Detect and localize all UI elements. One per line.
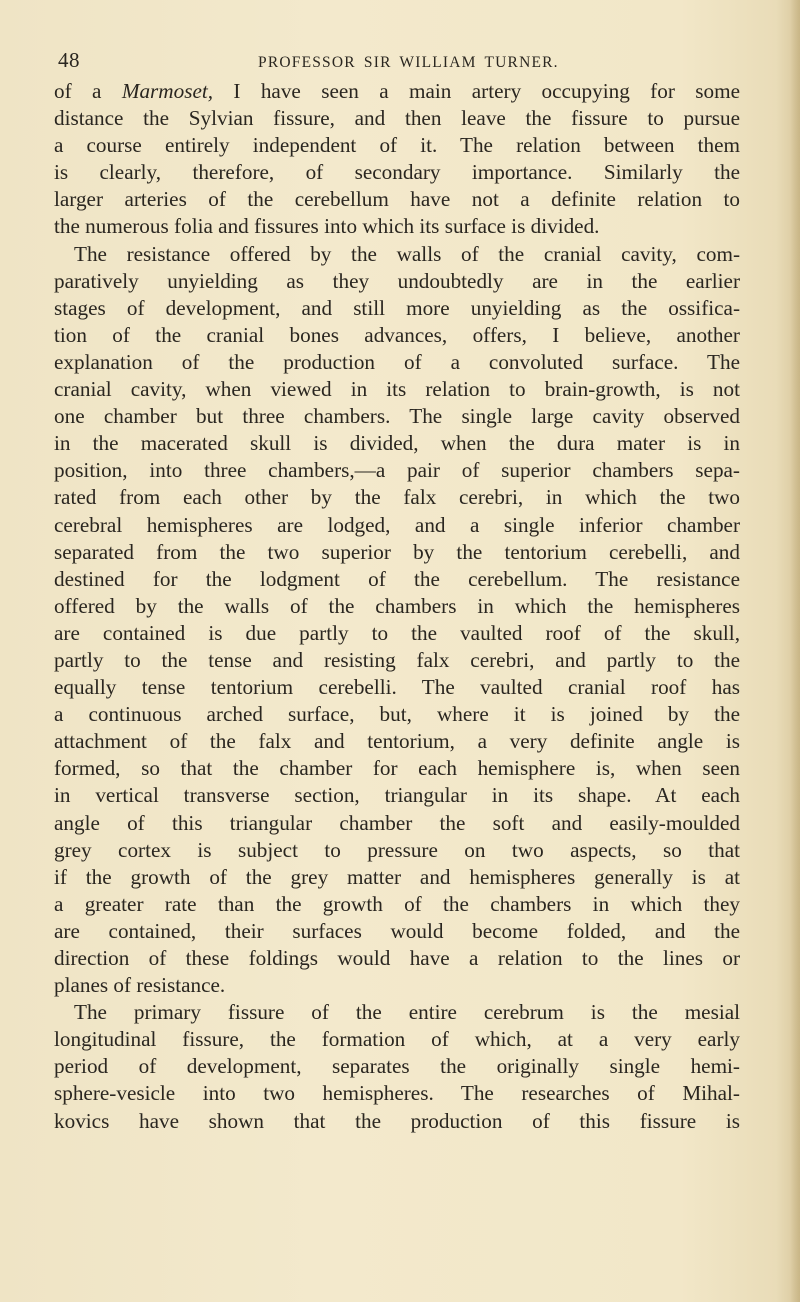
text-line: are contained is due partly to the vaulted roof of the skull, — [54, 620, 740, 645]
text-line: grey cortex is subject to pressure on two aspects, so that — [54, 837, 740, 862]
text-line: kovics have shown that the production of this fissure is — [54, 1108, 740, 1133]
text-line: rated from each other by the falx cerebri, in which the two — [54, 485, 740, 510]
text-line: cranial cavity, when viewed in its relation to brain-growth, is not — [54, 377, 740, 402]
text-line: tion of the cranial bones advances, offers, I believe, another — [54, 322, 740, 347]
text-line: in vertical transverse section, triangular in its shape. At each — [54, 783, 740, 808]
text-line: equally tense tentorium cerebelli. The vaulted cranial roof has — [54, 675, 740, 700]
text-line: offered by the walls of the chambers in which the hemispheres — [54, 593, 740, 618]
text-line: are contained, their surfaces would become folded, and the — [54, 918, 740, 943]
italic-term: Marmoset, — [121, 79, 214, 103]
text-line: sphere-vesicle into two hemispheres. The researches of Mihal- — [54, 1081, 740, 1106]
text-line: larger arteries of the cerebellum have not a definite relation to — [54, 187, 740, 212]
text-line: one chamber but three chambers. The single large cavity observed — [54, 404, 740, 429]
text-line: a continuous arched surface, but, where it is joined by the — [54, 702, 740, 727]
text-line: partly to the tense and resisting falx cerebri, and partly to the — [54, 647, 740, 672]
text-line: attachment of the falx and tentorium, a very definite angle is — [54, 729, 740, 754]
text-line: The primary fissure of the entire cerebrum is the mesial — [74, 1000, 740, 1025]
text-line: position, into three chambers,—a pair of superior chambers sepa- — [54, 458, 740, 483]
text-line: in the macerated skull is divided, when the dura mater is in — [54, 431, 740, 456]
text-line: period of development, separates the originally single hemi- — [54, 1054, 740, 1079]
text-line: The resistance offered by the walls of the cranial cavity, com- — [74, 241, 740, 266]
text-line: formed, so that the chamber for each hemisphere is, when seen — [54, 756, 740, 781]
text-line: longitudinal fissure, the formation of which, at a very early — [54, 1027, 740, 1052]
text-line: distance the Sylvian fissure, and then leave the fissure to pursue — [54, 106, 740, 131]
text-line: planes of resistance. — [54, 973, 226, 998]
text-line: separated from the two superior by the tentorium cerebelli, and — [54, 539, 740, 564]
text-line: a course entirely independent of it. The relation between them — [54, 133, 740, 158]
text-line: paratively unyielding as they undoubtedly are in the earlier — [54, 268, 740, 293]
text-line: stages of development, and still more unyielding as the ossifica- — [54, 295, 740, 320]
text-line: is clearly, therefore, of secondary importance. Similarly the — [54, 160, 740, 185]
text-line: of a Marmoset, I have seen a main artery occupying for some — [54, 79, 740, 103]
body-text — [54, 78, 740, 1135]
text-line: the numerous folia and fissures into which its surface is divided. — [54, 214, 600, 239]
running-head: PROFESSOR SIR WILLIAM TURNER. — [258, 54, 559, 71]
text-line: angle of this triangular chamber the soft and easily-moulded — [54, 810, 740, 835]
text-line: explanation of the production of a convoluted surface. The — [54, 349, 740, 374]
text-line: cerebral hemispheres are lodged, and a single inferior chamber — [54, 512, 740, 537]
page-number: 48 — [58, 48, 80, 72]
text-line: destined for the lodgment of the cerebellum. The resistance — [54, 566, 740, 591]
text-line: if the growth of the grey matter and hemispheres generally is at — [54, 864, 740, 889]
text-line: direction of these foldings would have a relation to the lines or — [54, 946, 740, 970]
text-line: a greater rate than the growth of the chambers in which they — [54, 891, 740, 916]
page-edge-shadow — [790, 0, 800, 1302]
